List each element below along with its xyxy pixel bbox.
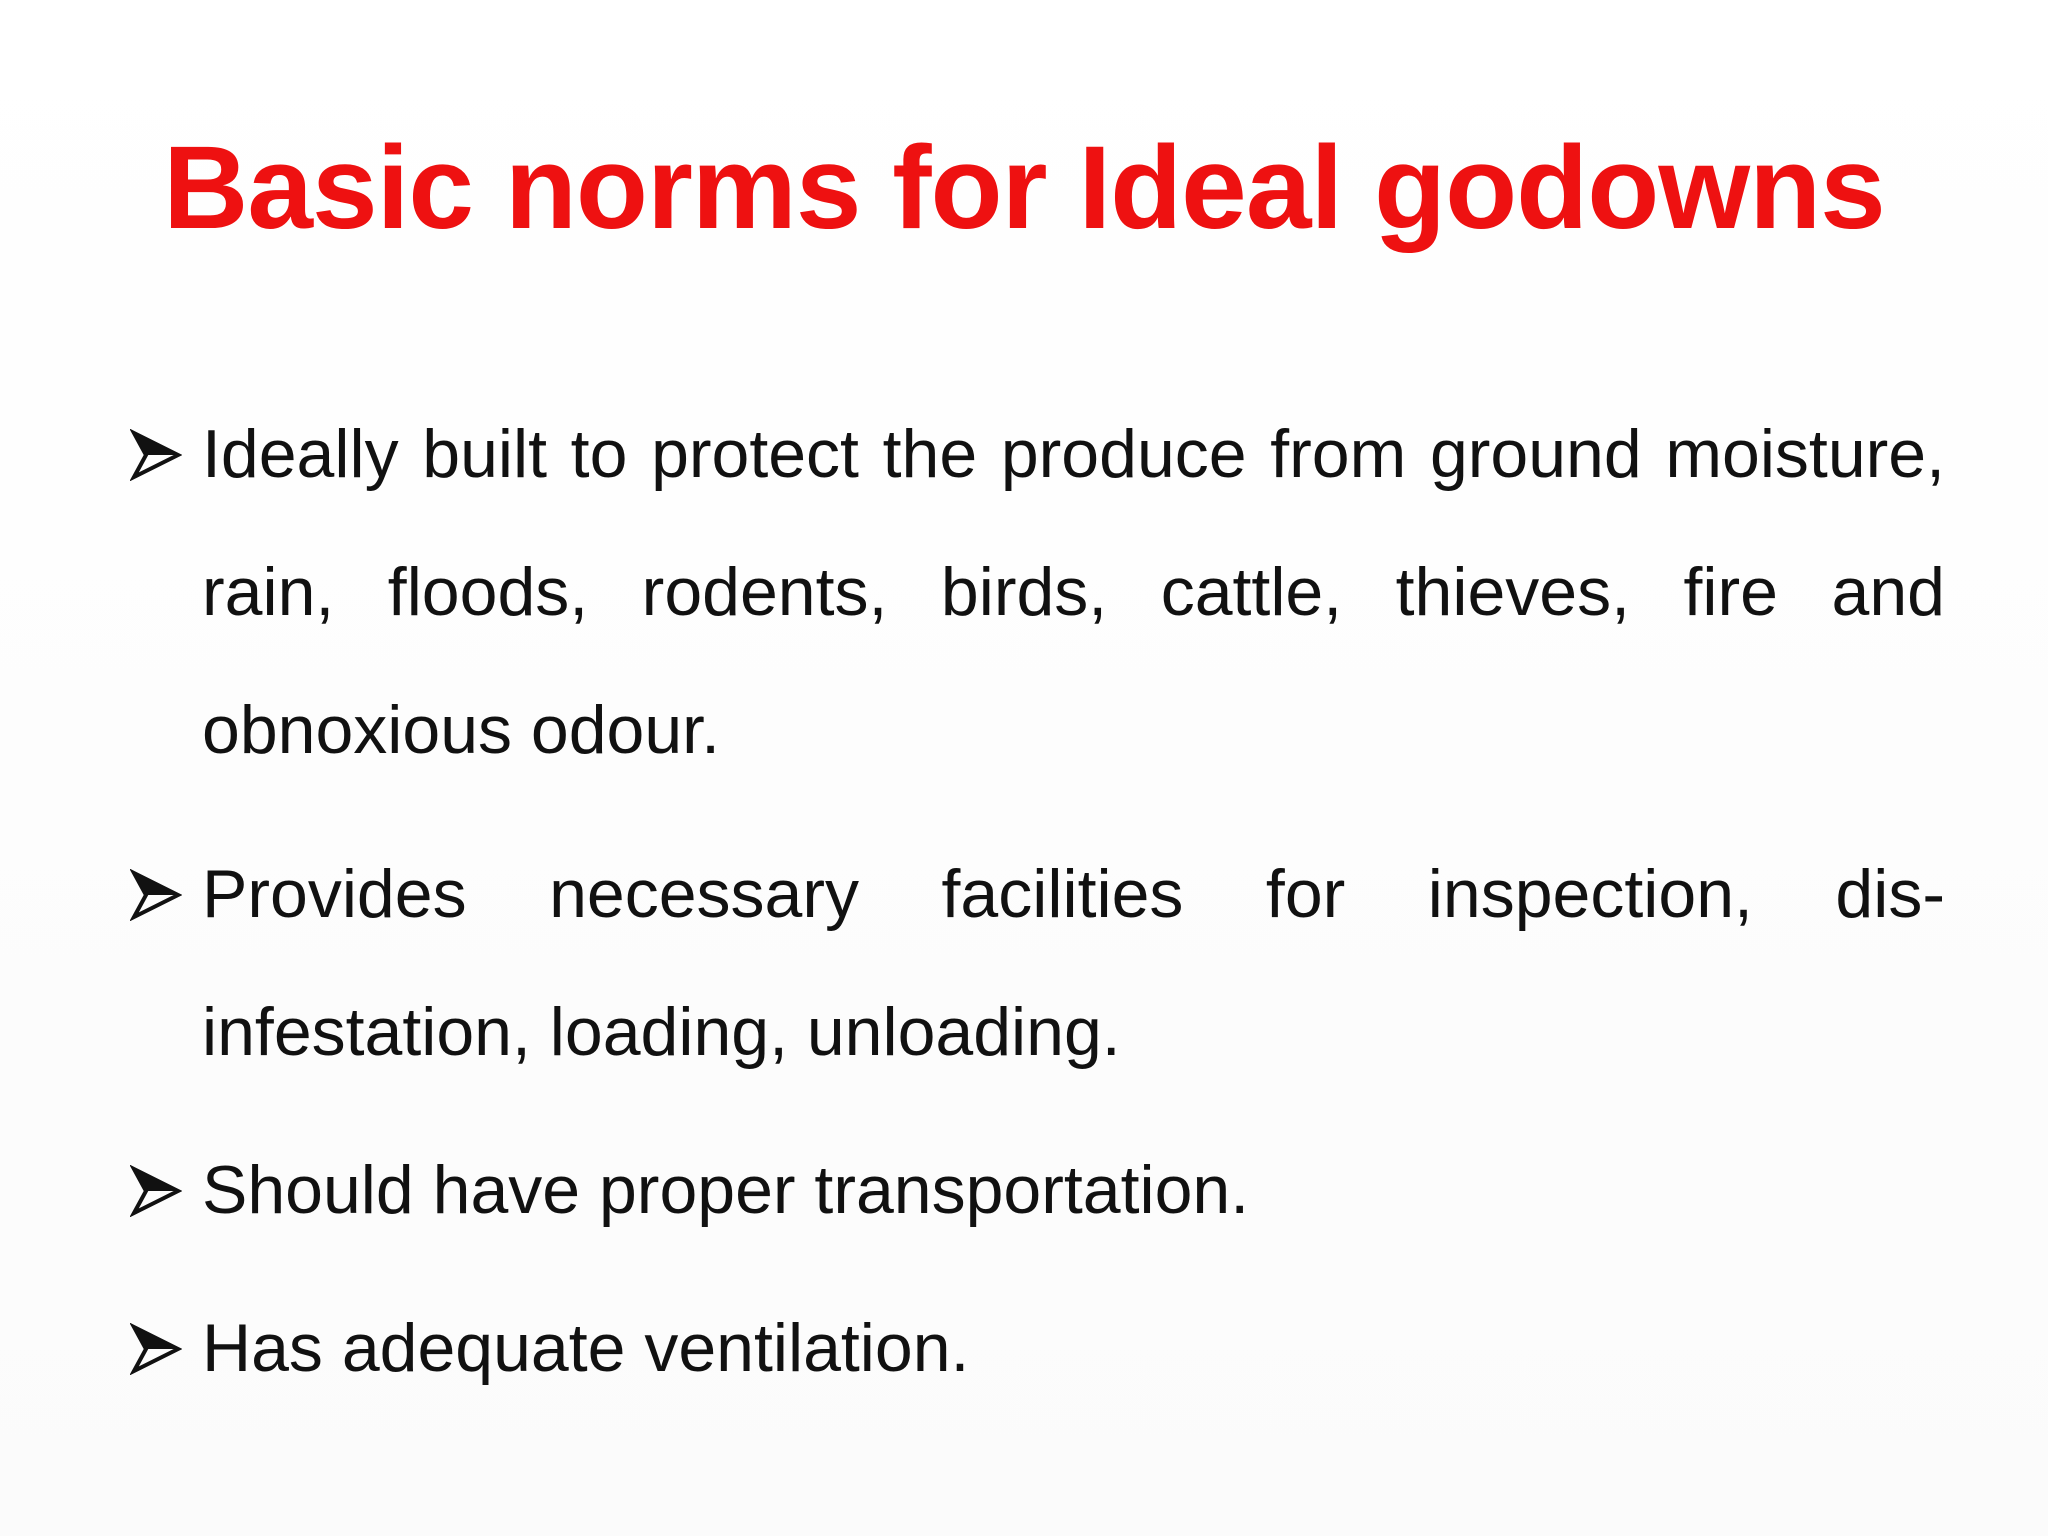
arrowhead-bullet-icon: [130, 1323, 182, 1375]
bullet-list: [130, 385, 1945, 1417]
bullet-text: Has adequate ventilation.: [202, 1310, 970, 1386]
bullet-text: Provides necessary facilities for inspection, dis-infestation, loading, unloading.: [202, 856, 1945, 1070]
bullet-item: [130, 385, 1945, 799]
slide-title: Basic norms for Ideal godowns: [163, 122, 1885, 254]
bullet-text: Should have proper transportation.: [202, 1152, 1250, 1228]
bullet-item: [130, 1121, 1945, 1259]
bullet-item: [130, 825, 1945, 1101]
arrowhead-bullet-icon: [130, 429, 182, 481]
arrowhead-bullet-icon: [130, 869, 182, 921]
arrowhead-bullet-icon: [130, 1165, 182, 1217]
bullet-item: [130, 1279, 1945, 1417]
bullet-text: Ideally built to protect the produce from ground moisture, rain, floods, rodents, birds, cattle, thieves, fire and obnoxious odour.: [202, 416, 1945, 768]
